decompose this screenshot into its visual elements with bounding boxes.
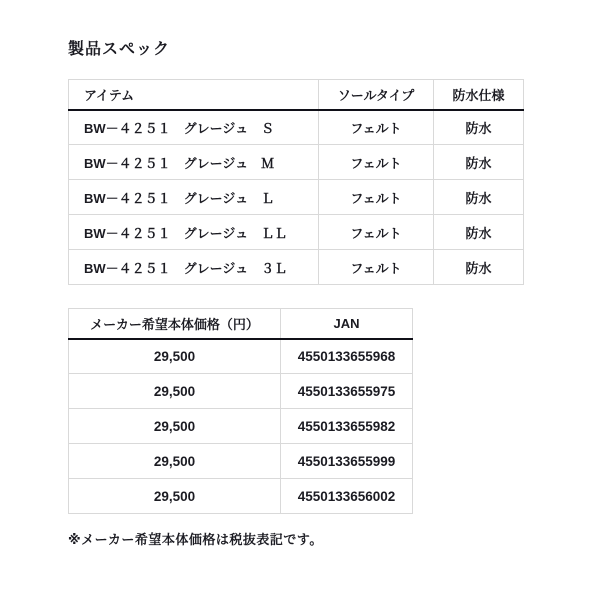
price-cell: 29,500: [69, 374, 281, 409]
price-cell: 29,500: [69, 444, 281, 479]
table-row: [69, 374, 413, 409]
jan-cell: 4550133655999: [281, 444, 413, 479]
jan-cell: 4550133655975: [281, 374, 413, 409]
spec-item-cell: BW－４２５１ グレージュ Ｓ: [69, 110, 319, 145]
table-row: [69, 110, 524, 145]
spec-sole-type-cell: フェルト: [319, 145, 434, 180]
table-row: [69, 215, 524, 250]
jan-col-header: JAN: [281, 309, 413, 339]
price-jan-table: [68, 308, 413, 514]
jan-cell: 4550133655982: [281, 409, 413, 444]
price-cell: 29,500: [69, 339, 281, 374]
spec-sole-type-cell: フェルト: [319, 110, 434, 145]
spec-waterproof-cell: 防水: [434, 145, 524, 180]
jan-cell: 4550133656002: [281, 479, 413, 514]
table-row: [69, 409, 413, 444]
spec-item-cell: BW－４２５１ グレージュ Ｌ: [69, 180, 319, 215]
spec-item-cell: BW－４２５１ グレージュ ３Ｌ: [69, 250, 319, 285]
spec-sole-type-cell: フェルト: [319, 250, 434, 285]
table-row: [69, 250, 524, 285]
price-cell: 29,500: [69, 409, 281, 444]
spec-waterproof-cell: 防水: [434, 110, 524, 145]
price-header-row: [69, 309, 413, 339]
product-spec-table: [68, 79, 524, 285]
table-row: [69, 444, 413, 479]
spec-item-cell: BW－４２５１ グレージュ ＬＬ: [69, 215, 319, 250]
tax-exclusion-footnote: ※メーカー希望本体価格は税抜表記です。: [68, 532, 323, 547]
spec-waterproof-cell: 防水: [434, 180, 524, 215]
spec-sole-type-cell: フェルト: [319, 215, 434, 250]
spec-col-header-sole-type: ソールタイプ: [319, 80, 434, 110]
page-title: 製品スペック: [68, 41, 171, 58]
table-row: [69, 339, 413, 374]
table-row: [69, 145, 524, 180]
price-cell: 29,500: [69, 479, 281, 514]
spec-header-row: [69, 80, 524, 110]
spec-item-cell: BW－４２５１ グレージュ Ｍ: [69, 145, 319, 180]
table-row: [69, 479, 413, 514]
spec-waterproof-cell: 防水: [434, 250, 524, 285]
table-row: [69, 180, 524, 215]
price-col-header: メーカー希望本体価格（円）: [69, 309, 281, 339]
spec-col-header-item: アイテム: [69, 80, 319, 110]
spec-col-header-waterproof: 防水仕様: [434, 80, 524, 110]
spec-sole-type-cell: フェルト: [319, 180, 434, 215]
jan-cell: 4550133655968: [281, 339, 413, 374]
spec-waterproof-cell: 防水: [434, 215, 524, 250]
